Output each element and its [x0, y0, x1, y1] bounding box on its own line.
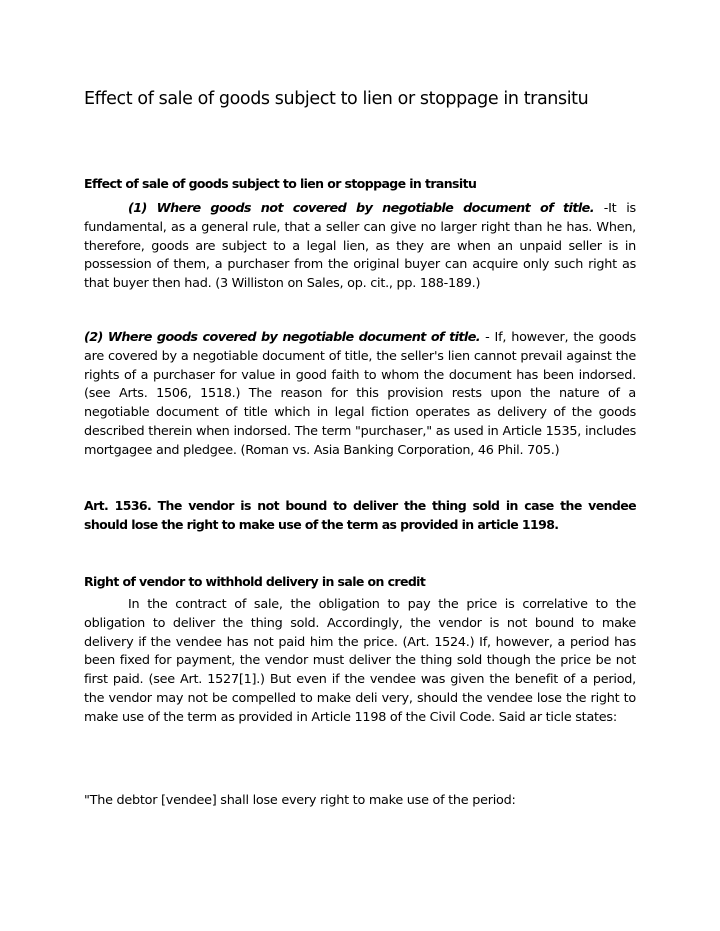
- paragraph-lead: (2) Where goods covered by negotiable document of title.: [84, 330, 481, 345]
- section-heading: Effect of sale of goods subject to lien or stoppage in transitu: [84, 176, 477, 191]
- paragraph-goods-not-covered: [84, 200, 636, 294]
- paragraph-body: - If, however, the goods are covered by a negotiable document of title, the seller's lien cannot prevail against the rights of a purchaser for value in good faith to whom the document has been indorsed. (see Arts. 1506, 1518.) The reason for this provision rests upon the nature of a negotiable document of title which in legal fiction operates as delivery of the goods described therein when indorsed. The term "purchaser," as used in Article 1535, includes mortgagee and pledgee. (Roman vs. Asia Banking Corporation, 46 Phil. 705.): [84, 330, 636, 458]
- paragraph-lead: (1) Where goods not covered by negotiable document of title.: [128, 201, 594, 216]
- subheading-withhold-delivery: Right of vendor to withhold delivery in sale on credit: [84, 574, 426, 589]
- paragraph-body: -It is fundamental, as a general rule, that a seller can give no larger right than he has. When, therefore, goods are subject to a legal lien, as they are when an unpaid seller is in possession of them, a purchaser from the original buyer can acquire only such right as that buyer then had. (3 Williston on Sales, op. cit., pp. 188-189.): [84, 201, 636, 292]
- paragraph-sale-on-credit: In the contract of sale, the obligation to pay the price is correlative to the obligation to deliver the thing sold. Accordingly, the vendor is not bound to make delivery if the vendee has not paid him the price. (Art. 1524.) If, however, a period has been fixed for payment, the vendor must deliver the thing sold though the price be not first paid. (see Art. 1527[1].) But even if the vendee was given the benefit of a period, the vendor may not be compelled to make deli very, should the vendee lose the right to make use of the term as provided in Article 1198 of the Civil Code. Said ar ticle states:: [84, 597, 636, 725]
- paragraph-goods-covered: [84, 329, 636, 461]
- article-1536: Art. 1536. The vendor is not bound to deliver the thing sold in case the vendee should lose the right to make use of the term as provided in article 1198.: [84, 498, 636, 532]
- page-title: Effect of sale of goods subject to lien or stoppage in transitu: [84, 89, 589, 109]
- quoted-text: "The debtor [vendee] shall lose every right to make use of the period:: [84, 793, 516, 808]
